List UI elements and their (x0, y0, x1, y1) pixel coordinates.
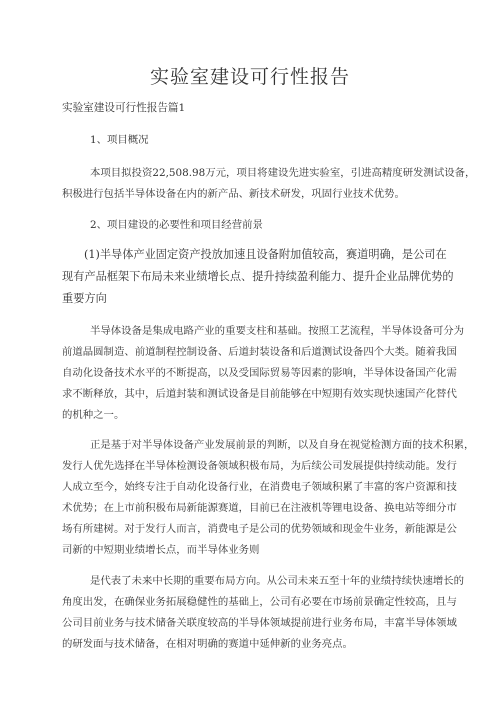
document-subtitle: 实验室建设可行性报告篇1 (62, 102, 186, 114)
para3-line-4: 术优势；在上市前积极布局新能源赛道，目前已在注液机等锂电设备、换电站等细分市 (62, 502, 457, 514)
para2-line-2: 前道晶圆制造、前道制程控制设备、后道封装设备和后道测试设备四个大类。随着我国 (62, 346, 457, 358)
document-title: 实验室建设可行性报告 (149, 66, 350, 88)
subsection-heading-line-1: (1)半导体产业固定资产投放加速且设备附加值较高，赛道明确，是公司在 (84, 248, 447, 261)
para4-line-1: 是代表了未来中长期的重要布局方向。从公司未来五至十年的业绩持续快速增长的 (90, 575, 465, 587)
para4-line-3: 公司目前业务与技术储备关联度较高的半导体领域提前进行业务布局，丰富半导体领域 (62, 617, 457, 629)
para2-line-4: 求不断释放，其中，后道封装和测试设备是目前能够在中短期有效实现快速国产化替代 (62, 388, 457, 400)
section-heading-2: 2、项目建设的必要性和项目经营前景 (90, 219, 263, 231)
subsection-heading-line-3: 重要方向 (62, 292, 107, 305)
para2-line-3: 自动化设备技术水平的不断提高，以及受国际贸易等因素的影响，半导体设备国产化需 (62, 367, 457, 379)
para2-line-5: 的机种之一。 (62, 409, 125, 421)
para3-line-3: 人成立至今，始终专注于自动化设备行业，在消费电子领域积累了丰富的客户资源和技 (62, 481, 457, 493)
para4-line-4: 的研发面与技术储备，在相对明确的赛道中延伸新的业务亮点。 (62, 638, 353, 650)
para3-line-6: 司新的中短期业绩增长点，而半导体业务则 (62, 544, 260, 556)
para1-line-1: 本项目拟投资22,508.98万元，项目将建设先进实验室，引进高精度研发测试设备， (90, 167, 476, 179)
section-heading-1: 1、项目概况 (90, 134, 149, 146)
para4-line-2: 角度出发，在确保业务拓展稳健性的基础上，公司有必要在市场前景确定性较高，且与 (62, 596, 457, 608)
para3-line-1: 正是基于对半导体设备产业发展前景的判断，以及自身在视觉检测方面的技术积累， (90, 439, 475, 451)
para2-line-1: 半导体设备是集成电路产业的重要支柱和基础。按照工艺流程，半导体设备可分为 (90, 325, 465, 337)
para3-line-2: 发行人优先选择在半导体检测设备领域积极布局，为后续公司发展提供持续动能。发行 (62, 460, 457, 472)
para3-line-5: 场有所建树。对于发行人而言，消费电子是公司的优势领域和现金牛业务，新能源是公 (62, 523, 457, 535)
para1-line-2: 积极进行包括半导体设备在内的新产品、新技术研发，巩固行业技术优势。 (62, 188, 405, 200)
subsection-heading-line-2: 现有产品框架下布局未来业绩增长点、提升持续盈利能力、提升企业品牌优势的 (62, 270, 454, 283)
